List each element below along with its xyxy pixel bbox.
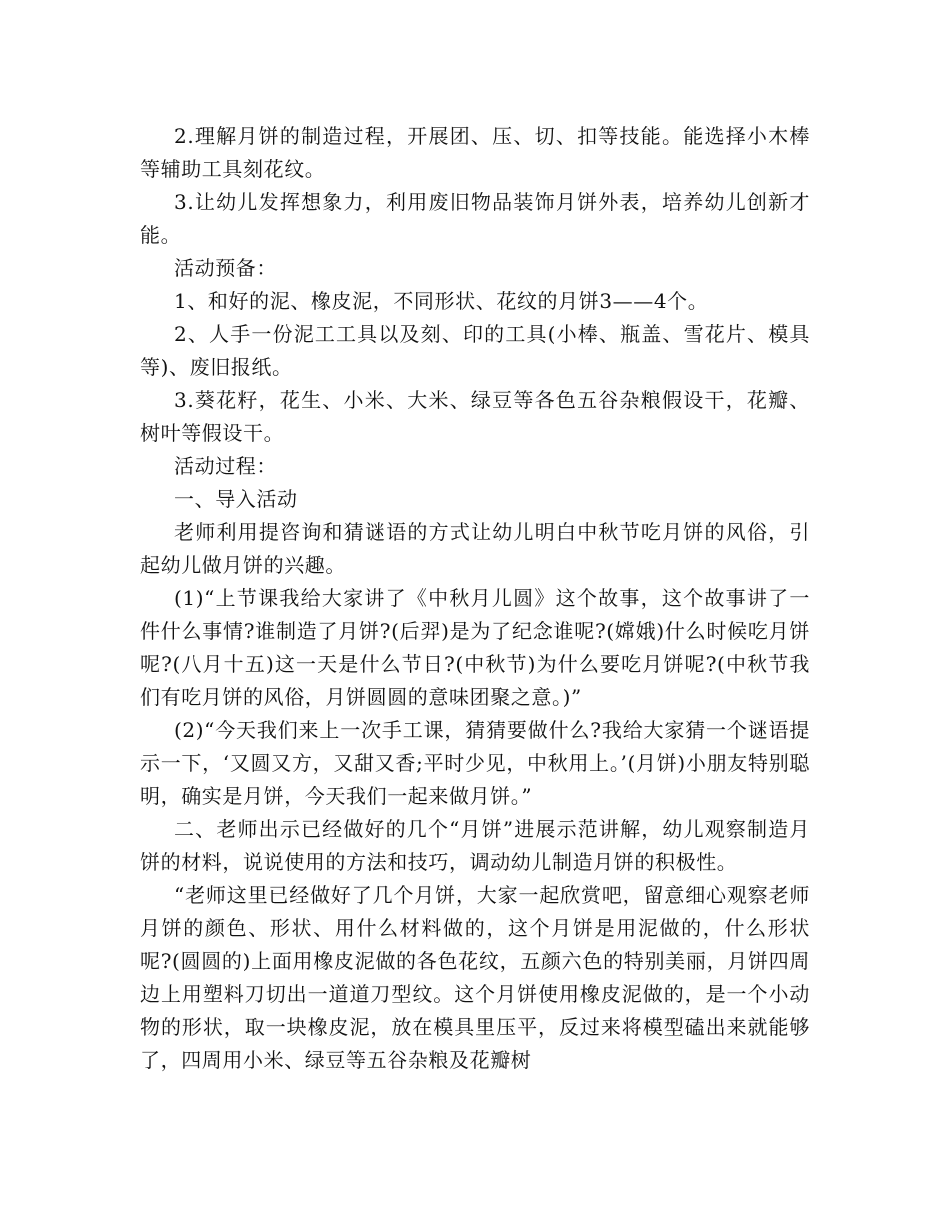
paragraph-step-1-q2: (2)“今天我们来上一次手工课，猜猜要做什么?我给大家猜一个谜语提示一下，‘又圆又方，又甜又香;平时少见，中秋用上。’(月饼)小朋友特别聪明，确实是月饼，今天我们一起来做月饼。”	[140, 718, 810, 808]
paragraph-step-2-quote: “老师这里已经做好了几个月饼，大家一起欣赏吧，留意细心观察老师月饼的颜色、形状、用什么材料做的，这个月饼是用泥做的，什么形状呢?(圆圆的)上面用橡皮泥做的各色花纹，五颜六色的特别美丽，月饼四周边上用塑料刀切出一道道刀型纹。这个月饼使用橡皮泥做的，是一个小动物的形状，取一块橡皮泥，放在模具里压平，反过来将模型磕出来就能够了，四周用小米、绿豆等五谷杂粮及花瓣树	[140, 883, 810, 1072]
paragraph-goal-3: 3.让幼儿发挥想象力，利用废旧物品装饰月饼外表，培养幼儿创新才能。	[140, 190, 810, 247]
paragraph-goal-2: 2.理解月饼的制造过程，开展团、压、切、扣等技能。能选择小木棒等辅助工具刻花纹。	[140, 124, 810, 181]
paragraph-prep-3: 3.葵花籽，花生、小米、大米、绿豆等各色五谷杂粮假设干，花瓣、树叶等假设干。	[140, 388, 810, 445]
paragraph-step-2: 二、老师出示已经做好的几个“月饼”进展示范讲解，幼儿观察制造月饼的材料，说说使用的方法和技巧，调动幼儿制造月饼的积极性。	[140, 817, 810, 874]
paragraph-step-1-intro: 老师利用提咨询和猜谜语的方式让幼儿明白中秋节吃月饼的风俗，引起幼儿做月饼的兴趣。	[140, 520, 810, 577]
document-body	[140, 120, 810, 1077]
heading-preparation: 活动预备：	[174, 256, 277, 280]
heading-process: 活动过程：	[174, 454, 277, 478]
paragraph-prep-1: 1、和好的泥、橡皮泥，不同形状、花纹的月饼3——4个。	[174, 289, 709, 313]
paragraph-step-1-q1: (1)“上节课我给大家讲了《中秋月儿圆》这个故事，这个故事讲了一件什么事情?谁制造了月饼?(后羿)是为了纪念谁呢?(嫦娥)什么时候吃月饼呢?(八月十五)这一天是什么节日?(中秋节)为什么要吃月饼呢?(中秋节我们有吃月饼的风俗，月饼圆圆的意味团聚之意。)”	[140, 586, 810, 709]
paragraph-prep-2: 2、人手一份泥工工具以及刻、印的工具(小棒、瓶盖、雪花片、模具等)、废旧报纸。	[140, 322, 810, 379]
heading-step-1: 一、导入活动	[174, 487, 298, 511]
